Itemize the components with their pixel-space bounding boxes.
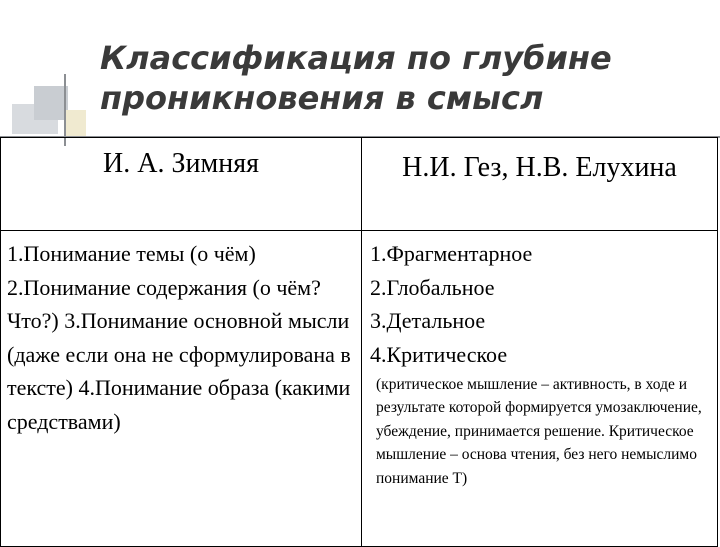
level-item-fragmentary: 1.Фрагментарное xyxy=(370,241,533,266)
gez-elukhina-levels-cell xyxy=(362,231,718,547)
classification-table xyxy=(0,137,718,547)
level-item-detailed: 3.Детальное xyxy=(370,308,486,333)
header-cell-zimnyaya xyxy=(1,138,362,231)
critical-thinking-note: (критическое мышление – активность, в ходе и результате которой формируется умозаключение, убеждение, принимается решение. Критическое мышление – основа чтения, без него немыслимо понимание Т) xyxy=(376,376,702,487)
level-item-critical: 4.Критическое xyxy=(370,341,508,367)
header-zimnyaya: И. А. Зимняя xyxy=(103,148,259,179)
table-body-row xyxy=(1,231,718,547)
level-item-global: 2.Глобальное xyxy=(370,274,495,300)
zimnyaya-levels-cell xyxy=(1,231,362,547)
table-header-row xyxy=(1,138,718,231)
decor-square-gray xyxy=(34,86,68,120)
zimnyaya-levels-text: 1.Понимание темы (о чём) 2.Понимание содержания (о чём? Что?) 3.Понимание основной мысли (даже если она не сформулирована в тексте) 4.Понимание образа (какими средствами) xyxy=(7,241,351,434)
header-gez-elukhina: Н.И. Гез, Н.В. Елухина xyxy=(402,152,677,183)
decor-square-yellow xyxy=(64,110,86,138)
header-cell-gez-elukhina xyxy=(362,138,718,231)
slide-title: Классификация по глубине проникновения в смысл xyxy=(100,39,612,117)
